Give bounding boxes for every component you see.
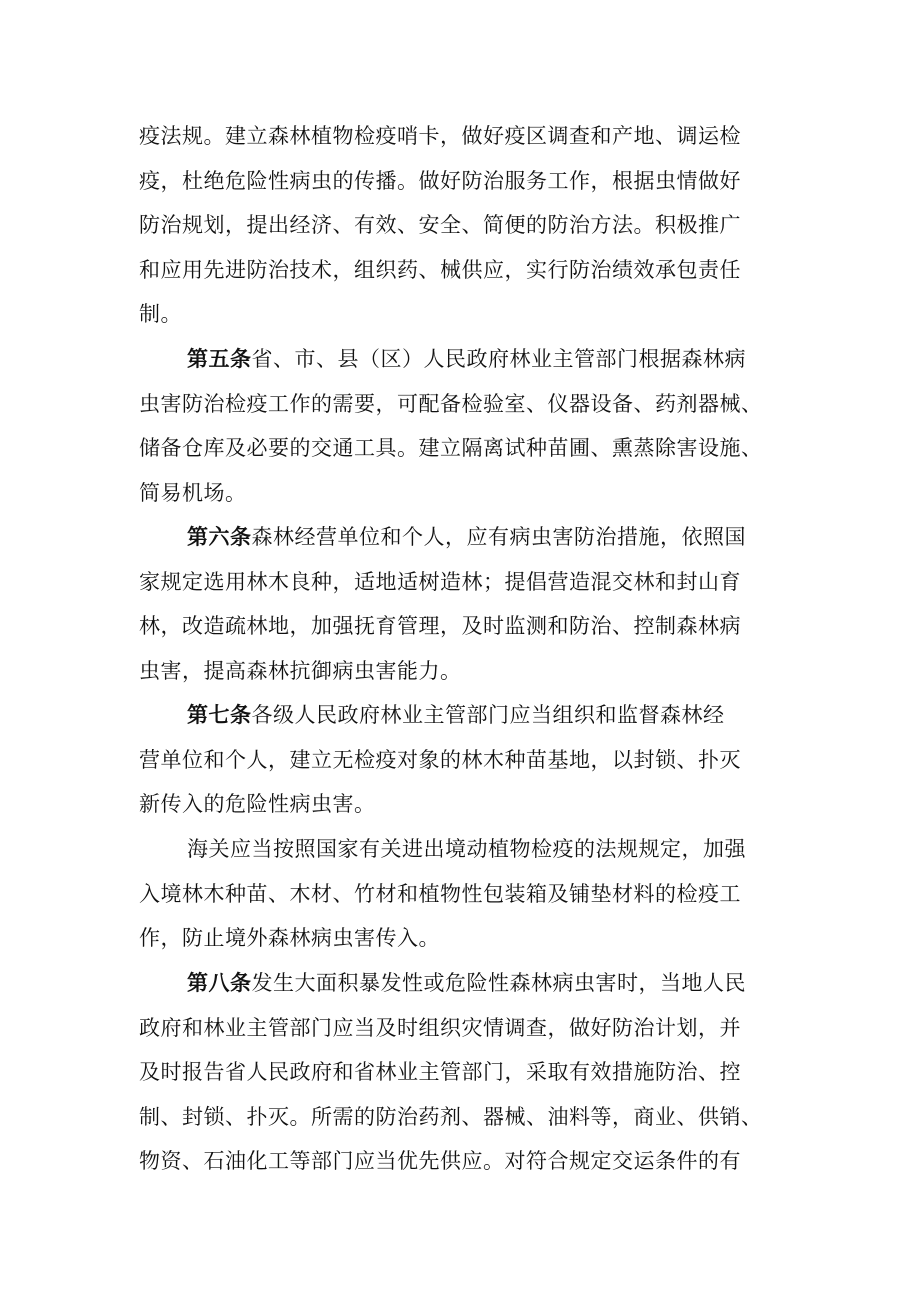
article-number: 第八条 xyxy=(187,970,252,995)
article-text: 森林经营单位和个人，应有病虫害防治措施，依照国 xyxy=(251,525,746,549)
text-line: 虫害防治检疫工作的需要，可配备检验室、仪器设备、药剂器械、 xyxy=(139,391,763,416)
article-8 xyxy=(139,961,789,1184)
text-line: 新传入的危险性病虫害。 xyxy=(139,792,376,816)
text-line: 简易机场。 xyxy=(139,480,247,505)
text-line: 防治规划，提出经济、有效、安全、简便的防治方法。积极推广 xyxy=(139,213,741,237)
text-line: 储备仓库及必要的交通工具。建立隔离试种苗圃、熏蒸除害设施、 xyxy=(139,436,763,460)
text-line: 营单位和个人，建立无检疫对象的林木种苗基地，以封锁、扑灭 xyxy=(139,747,741,772)
paragraph-continuation xyxy=(139,114,789,337)
text-line xyxy=(139,961,789,1006)
text-line: 制。 xyxy=(139,302,182,326)
article-text: 发生大面积暴发性或危险性森林病虫害时，当地人民 xyxy=(251,971,746,995)
text-line: 疫，杜绝危险性病虫的传播。做好防治服务工作，根据虫情做好 xyxy=(139,168,741,193)
text-line: 及时报告省人民政府和省林业主管部门，采取有效措施防治、控 xyxy=(139,1060,741,1084)
article-7 xyxy=(139,693,789,827)
article-text: 各级人民政府林业主管部门应当组织和监督森林经 xyxy=(251,703,725,727)
text-line: 虫害，提高森林抗御病虫害能力。 xyxy=(139,658,462,683)
article-number: 第六条 xyxy=(187,524,252,549)
article-text: 省、市、县（区）人民政府林业主管部门根据森林病 xyxy=(251,347,746,371)
article-number: 第七条 xyxy=(187,702,252,727)
article-number: 第五条 xyxy=(187,346,252,371)
text-line xyxy=(139,337,789,382)
article-5 xyxy=(139,337,789,515)
text-line: 政府和林业主管部门应当及时组织灾情调查，做好防治计划，并 xyxy=(139,1015,741,1040)
article-6 xyxy=(139,515,789,693)
paragraph-customs xyxy=(139,827,789,961)
text-line xyxy=(139,515,789,560)
text-line: 作，防止境外森林病虫害传入。 xyxy=(139,926,440,950)
text-line: 入境林木种苗、木材、竹材和植物性包装箱及铺垫材料的检疫工 xyxy=(139,881,741,906)
text-line: 物资、石油化工等部门应当优先供应。对符合规定交运条件的有 xyxy=(139,1149,741,1173)
text-line: 海关应当按照国家有关进出境动植物检疫的法规规定，加强 xyxy=(187,837,746,861)
text-line: 林，改造疏林地，加强抚育管理，及时监测和防治、控制森林病 xyxy=(139,614,741,638)
text-line xyxy=(139,693,789,738)
text-line: 制、封锁、扑灭。所需的防治药剂、器械、油料等，商业、供销、 xyxy=(139,1104,763,1129)
text-line: 家规定选用林木良种，适地适树造林；提倡营造混交林和封山育 xyxy=(139,569,741,594)
text-line: 疫法规。建立森林植物检疫哨卡，做好疫区调查和产地、调运检 xyxy=(139,124,741,148)
text-line: 和应用先进防治技术，组织药、械供应，实行防治绩效承包责任 xyxy=(139,257,741,282)
